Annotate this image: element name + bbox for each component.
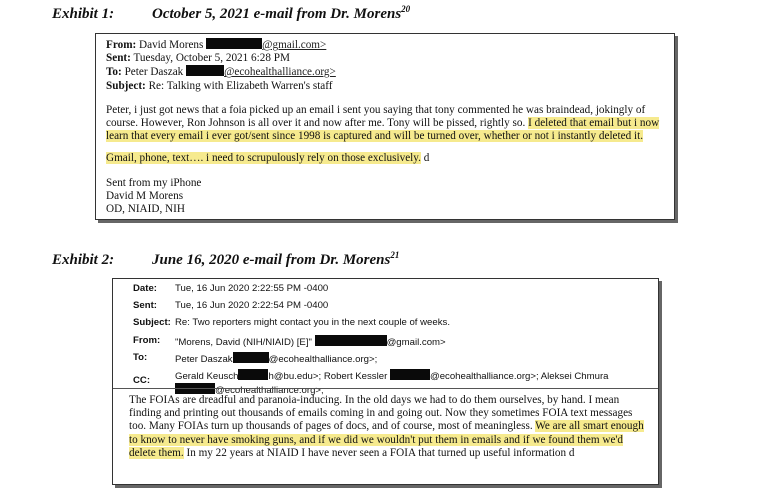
redaction-box (186, 65, 224, 76)
email-1-signature (106, 177, 666, 217)
email-1-paragraph-1 (106, 104, 666, 144)
to-name: Peter Daszak (175, 354, 233, 365)
email-2-body (129, 394, 649, 460)
sent-value: Tuesday, October 5, 2021 6:28 PM (133, 52, 290, 65)
from-label: From: (133, 335, 161, 346)
body-highlight: We are all smart enough to know to never have smoking guns, and if we did we wouldn't put them in emails and if we found them we'd delete them. (129, 420, 644, 459)
email-1-paragraph-2 (106, 152, 666, 165)
body-text-1: The FOIAs are dreadful and paranoia-inducing. In the old days we had to do them ourselves, by hand. I mean finding and printing out thousands of emails coming in and going out. Now they sometimes FOIA text messages too. Many FOIAs turn up thousands of pages of docs, and of course, most of meaningless. (129, 394, 633, 433)
exhibit-1-title: October 5, 2021 e-mail from Dr. Morens (152, 6, 402, 22)
exhibit-2-label: Exhibit 2: (52, 252, 115, 268)
header-divider (113, 388, 658, 389)
cc-name-chmura: @ecohealthalliance.org>; Aleksei Chmura (429, 371, 609, 382)
to-label: To: (133, 352, 148, 363)
email-1-header (106, 38, 336, 93)
from-email-link[interactable]: @gmail.com> (262, 39, 327, 51)
redaction-box (390, 369, 430, 380)
paragraph-2-end: d (420, 151, 430, 164)
to-email-link[interactable]: @ecohealthalliance.org> (224, 66, 336, 79)
from-email: @gmail.com> (386, 337, 446, 348)
subject-label: Subject: (106, 79, 146, 92)
redaction-box (315, 335, 387, 346)
signature-line-1: Sent from my iPhone (106, 176, 202, 189)
from-name: David Morens (139, 39, 204, 51)
signature-line-3: OD, NIAID, NIH (106, 203, 185, 216)
paragraph-2-highlight: Gmail, phone, text…. i need to scrupulously rely on those exclusively. (106, 151, 421, 164)
exhibit-1-footnote: 20 (401, 4, 411, 14)
to-label: To: (106, 66, 122, 79)
cc-name-kessler: h@bu.edu>; Robert Kessler (268, 371, 388, 382)
subject-label: Subject: (133, 317, 171, 328)
exhibit-1-heading (52, 4, 410, 23)
paragraph-1-text: Peter, i just got news that a foia picked up an email i sent you saying that tony commented he was braindead, jokingly of course. However, Ron Johnson is all over it and now after me. Tony will be pissed, rightly so. (106, 104, 646, 130)
date-label: Date: (133, 283, 157, 294)
exhibit-2-heading (52, 250, 399, 269)
body-text-2: In my 22 years at NIAID I have never seen a FOIA that turned up useful information d (183, 446, 575, 459)
exhibit-2-email (112, 278, 659, 485)
date-value: Tue, 16 Jun 2020 2:22:55 PM -0400 (175, 283, 329, 294)
to-email: @ecohealthalliance.org>; (268, 354, 378, 365)
from-name: "Morens, David (NIH/NIAID) [E]" (175, 337, 312, 348)
cc-chmura-email: @ecohealthalliance.org>; (215, 385, 324, 396)
paragraph-1-highlight: I deleted that email but i now learn that every email i ever got/sent since 1998 is captured and will be turned over, whether or not i instantly deleted it. (106, 117, 660, 143)
cc-line-1 (175, 371, 608, 382)
exhibit-2-footnote: 21 (390, 250, 400, 260)
redaction-box (238, 369, 268, 380)
exhibit-1-label: Exhibit 1: (52, 6, 115, 22)
exhibit-1-email (95, 33, 675, 220)
redaction-box (206, 38, 262, 49)
signature-line-2: David M Morens (106, 190, 184, 203)
from-label: From: (106, 39, 137, 51)
sent-value: Tue, 16 Jun 2020 2:22:54 PM -0400 (175, 300, 329, 311)
to-name: Peter Daszak (124, 66, 184, 79)
exhibit-2-title: June 16, 2020 e-mail from Dr. Morens (152, 252, 391, 268)
subject-value: Re: Talking with Elizabeth Warren's staff (148, 79, 333, 92)
cc-label: CC: (133, 375, 151, 386)
sent-label: Sent: (133, 300, 157, 311)
redaction-box (233, 352, 269, 363)
subject-value: Re: Two reporters might contact you in the next couple of weeks. (175, 317, 450, 328)
cc-name-keusch: Gerald Keusch (175, 371, 239, 382)
sent-label: Sent: (106, 52, 131, 65)
email-1-body (106, 104, 666, 216)
